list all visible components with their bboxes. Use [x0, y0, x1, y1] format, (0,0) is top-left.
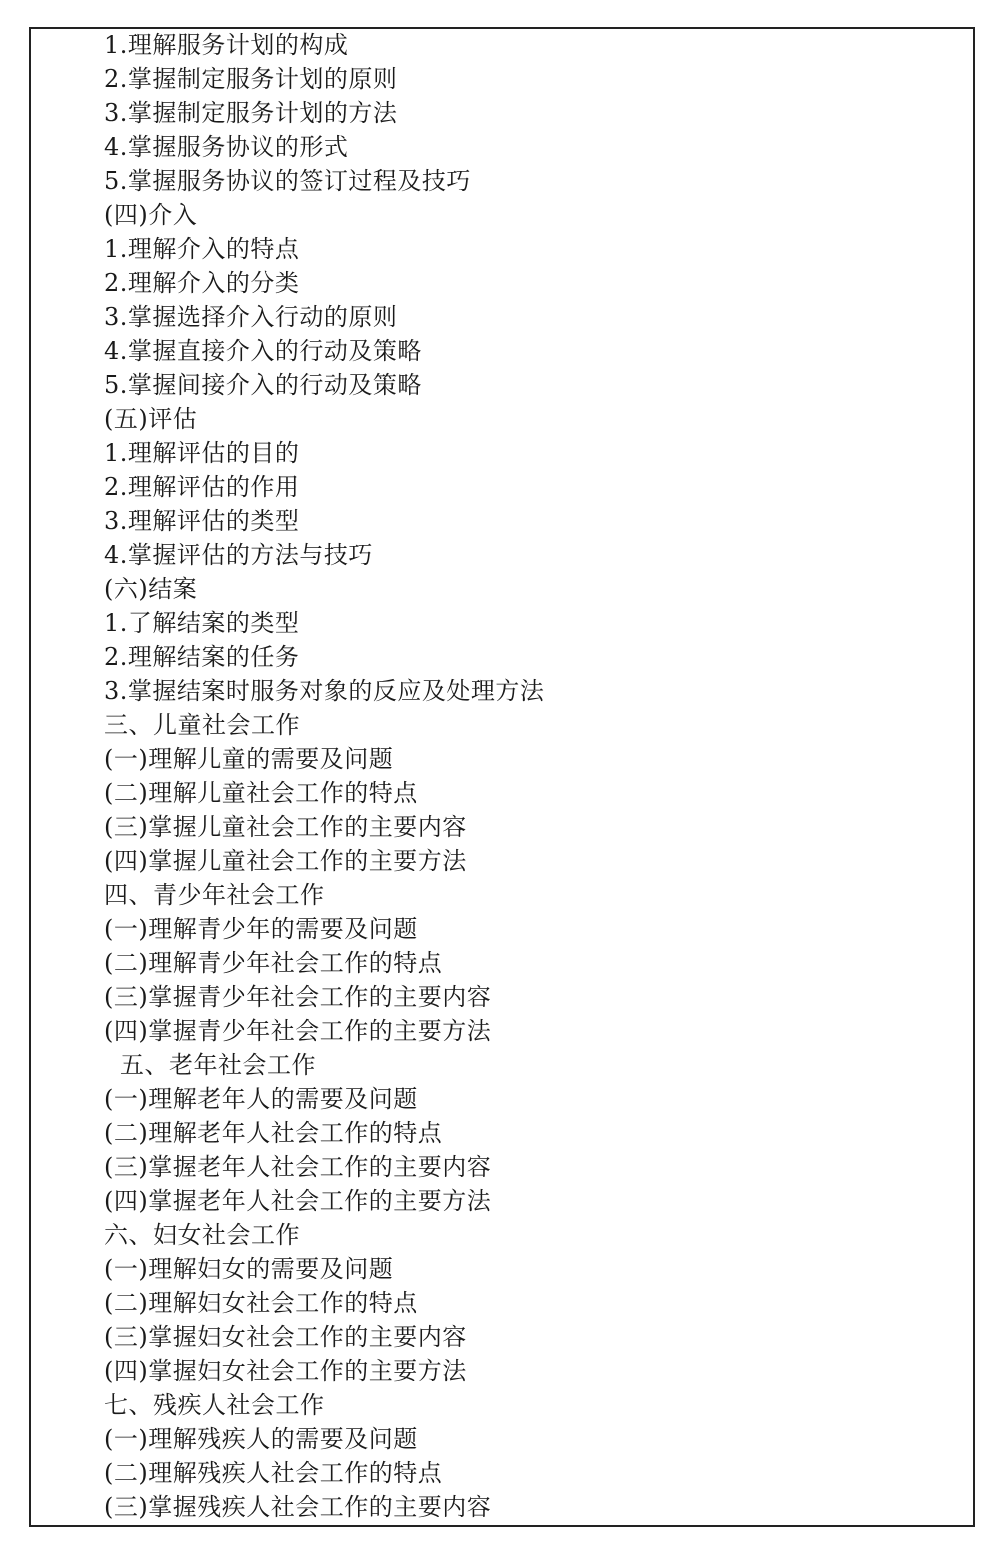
section-heading: (五)评估 — [104, 405, 198, 433]
text-line: (二)理解老年人社会工作的特点 — [104, 1119, 443, 1147]
text-line: 5.掌握间接介入的行动及策略 — [104, 371, 422, 399]
text-line: (三)掌握青少年社会工作的主要内容 — [104, 983, 492, 1011]
text-line: 1.了解结案的类型 — [104, 609, 300, 637]
text-line: (一)理解残疾人的需要及问题 — [104, 1425, 418, 1453]
text-line: 3.掌握制定服务计划的方法 — [104, 99, 398, 127]
text-line: (二)理解儿童社会工作的特点 — [104, 779, 418, 807]
chapter-heading: 五、老年社会工作 — [120, 1051, 316, 1079]
text-line: 4.掌握服务协议的形式 — [104, 133, 349, 161]
text-line: (一)理解儿童的需要及问题 — [104, 745, 394, 773]
text-line: 2.理解介入的分类 — [104, 269, 300, 297]
text-line: (四)掌握老年人社会工作的主要方法 — [104, 1187, 492, 1215]
text-line: (一)理解青少年的需要及问题 — [104, 915, 418, 943]
text-line: (三)掌握妇女社会工作的主要内容 — [104, 1323, 467, 1351]
text-line: 3.理解评估的类型 — [104, 507, 300, 535]
text-line: (三)掌握儿童社会工作的主要内容 — [104, 813, 467, 841]
text-line: (四)掌握妇女社会工作的主要方法 — [104, 1357, 467, 1385]
text-line: (三)掌握残疾人社会工作的主要内容 — [104, 1493, 492, 1521]
text-line: 2.掌握制定服务计划的原则 — [104, 65, 398, 93]
chapter-heading: 三、儿童社会工作 — [104, 711, 300, 739]
text-line: (二)理解青少年社会工作的特点 — [104, 949, 443, 977]
text-line: 4.掌握评估的方法与技巧 — [104, 541, 373, 569]
text-line: 4.掌握直接介入的行动及策略 — [104, 337, 422, 365]
text-line: 3.掌握选择介入行动的原则 — [104, 303, 398, 331]
text-line: 1.理解服务计划的构成 — [104, 31, 349, 59]
section-heading: (四)介入 — [104, 201, 198, 229]
text-line: 3.掌握结案时服务对象的反应及处理方法 — [104, 677, 545, 705]
text-line: (一)理解老年人的需要及问题 — [104, 1085, 418, 1113]
chapter-heading: 四、青少年社会工作 — [104, 881, 325, 909]
text-line: 1.理解介入的特点 — [104, 235, 300, 263]
chapter-heading: 七、残疾人社会工作 — [104, 1391, 325, 1419]
text-line: (三)掌握老年人社会工作的主要内容 — [104, 1153, 492, 1181]
text-line: (二)理解妇女社会工作的特点 — [104, 1289, 418, 1317]
text-line: 1.理解评估的目的 — [104, 439, 300, 467]
text-line: (二)理解残疾人社会工作的特点 — [104, 1459, 443, 1487]
text-line: (四)掌握青少年社会工作的主要方法 — [104, 1017, 492, 1045]
section-heading: (六)结案 — [104, 575, 198, 603]
text-line: 2.理解评估的作用 — [104, 473, 300, 501]
chapter-heading: 六、妇女社会工作 — [104, 1221, 300, 1249]
text-line: 5.掌握服务协议的签订过程及技巧 — [104, 167, 471, 195]
text-line: (四)掌握儿童社会工作的主要方法 — [104, 847, 467, 875]
text-line: 2.理解结案的任务 — [104, 643, 300, 671]
text-line: (一)理解妇女的需要及问题 — [104, 1255, 394, 1283]
